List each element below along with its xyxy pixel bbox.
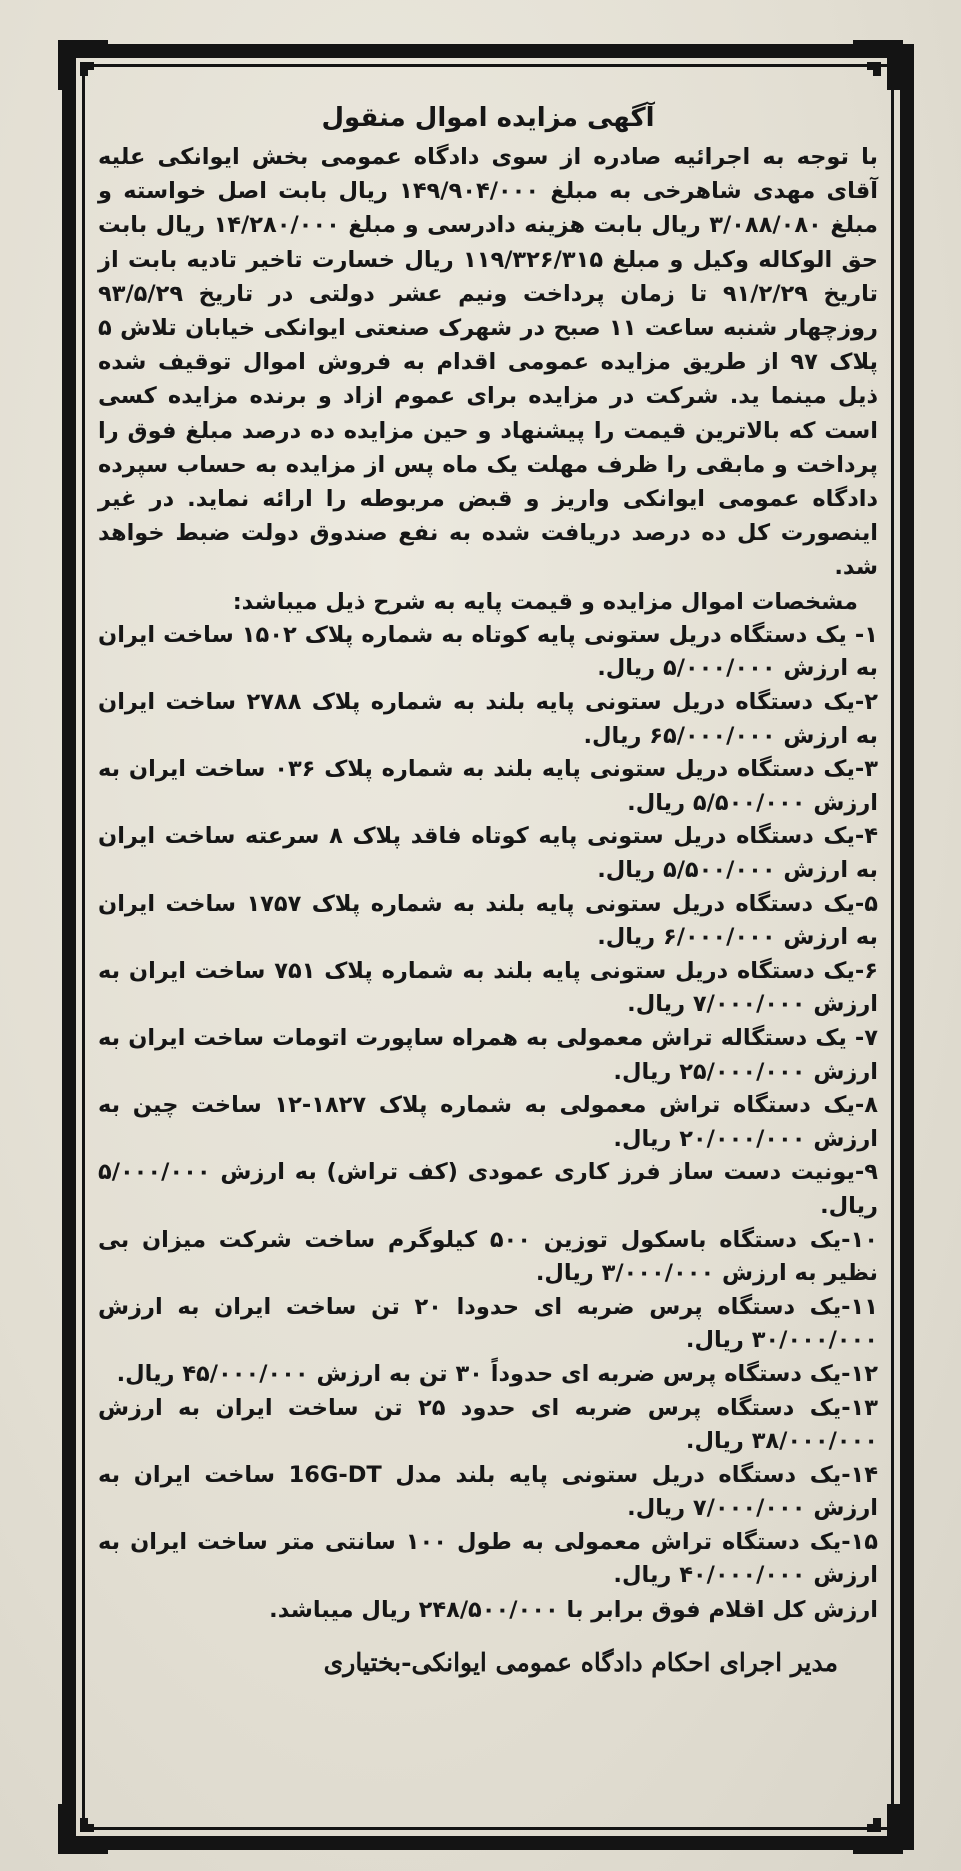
list-item: ۱۲-یک دستگاه پرس ضربه ای حدوداً ۳۰ تن به ارزش ۴۵/۰۰۰/۰۰۰ ریال. (116, 1360, 878, 1387)
signature-line: مدیر اجرای احکام دادگاه عمومی ایوانکی-بختیاری (323, 1648, 838, 1678)
corner-ornament-bottom-left (54, 1800, 112, 1858)
list-item: ۱- یک دستگاه دریل ستونی پایه کوتاه به شماره پلاک ۱۵۰۲ ساخت ایران به ارزش ۵/۰۰۰/۰۰۰ ریال. (98, 621, 878, 682)
list-item: ۲-یک دستگاه دریل ستونی پایه بلند به شماره پلاک ۲۷۸۸ ساخت ایران به ارزش ۶۵/۰۰۰/۰۰۰ ریال. (98, 689, 878, 749)
list-item: ۷- یک دستگاله تراش معمولی به همراه ساپورت اتومات ساخت ایران به ارزش ۲۵/۰۰۰/۰۰۰ ریال. (98, 1024, 878, 1085)
notice-title: آگهی مزایده اموال منقول (321, 103, 655, 133)
spec-intro: مشخصات اموال مزایده و قیمت پایه به شرح ذیل میباشد: (232, 588, 858, 615)
notice-content (98, 100, 878, 1681)
list-item: ۸-یک دستگاه تراش معمولی به شماره پلاک ۱۸۲۷-۱۲ ساخت چین به ارزش ۲۰/۰۰۰/۰۰۰ ریال. (98, 1092, 878, 1152)
corner-ornament-top-left (54, 36, 112, 94)
notice-body: با توجه به اجرائیه صادره از سوی دادگاه عمومی بخش ایوانکی علیه آقای مهدی شاهرخی به مبلغ ۱۴۹/۹۰۴/۰۰۰ ریال بابت اصل خواسته و مبلغ ۳/۰۸۸/۰۸۰ ریال بابت هزینه دادرسی و مبلغ ۱۴/۲۸۰/۰۰۰ ریال بابت حق الوکاله وکیل و مبلغ ۱۱۹/۳۲۶/۳۱۵ ریال خسارت تاخیر تادیه بابت از تاریخ ۹۱/۲/۲۹ تا زمان پرداخت ونیم عشر دولتی در تاریخ ۹۳/۵/۲۹ روزچهار شنبه ساعت ۱۱ صبح در شهرک صنعتی ایوانکی خیابان تلاش ۵ پلاک ۹۷ از طریق مزایده عمومی اقدام به فروش اموال توقیف شده ذیل مینما ید. شرکت در مزایده برای عموم ازاد و برنده مزایده کسی است که بالاترین قیمت را پیشنهاد و حین مزایده ده درصد مبلغ فوق را پرداخت و مابقی را ظرف مهلت یک ماه پس از مزایده به حساب سپرده دادگاه عمومی ایوانکی واریز و قبض مربوطه را ارائه نماید. در غیر اینصورت کل ده درصد دریافت شده به نفع صندوق دولت ضبط خواهد شد. (98, 144, 879, 581)
auction-items-list (98, 619, 878, 1593)
list-item: ۵-یک دستگاه دریل ستونی پایه بلند به شماره پلاک ۱۷۵۷ ساخت ایران به ارزش ۶/۰۰۰/۰۰۰ ریال. (98, 890, 878, 951)
list-item: ۱۴-یک دستگاه دریل ستونی پایه بلند مدل 16G-DT ساخت ایران به ارزش ۷/۰۰۰/۰۰۰ ریال. (98, 1461, 879, 1522)
list-item: ۱۱-یک دستگاه پرس ضربه ای حدودا ۲۰ تن ساخت ایران به ارزش ۳۰/۰۰۰/۰۰۰ ریال. (98, 1293, 878, 1354)
list-item: ۱۰-یک دستگاه باسکول توزین ۵۰۰ کیلوگرم ساخت شرکت میزان بی نظیر به ارزش ۳/۰۰۰/۰۰۰ ریال. (98, 1226, 878, 1287)
corner-ornament-bottom-right (849, 1800, 907, 1858)
list-item: ۱۳-یک دستگاه پرس ضربه ای حدود ۲۵ تن ساخت ایران به ارزش ۳۸/۰۰۰/۰۰۰ ریال. (98, 1394, 878, 1455)
list-item: ۱۵-یک دستگاه تراش معمولی به طول ۱۰۰ سانتی متر ساخت ایران به ارزش ۴۰/۰۰۰/۰۰۰ ریال. (98, 1528, 878, 1589)
corner-ornament-top-right (849, 36, 907, 94)
list-item: ۶-یک دستگاه دریل ستونی پایه بلند به شماره پلاک ۷۵۱ ساخت ایران به ارزش ۷/۰۰۰/۰۰۰ ریال. (98, 957, 878, 1018)
total-value: ارزش کل اقلام فوق برابر با ۲۴۸/۵۰۰/۰۰۰ ریال میباشد. (269, 1597, 878, 1624)
list-item: ۹-یونیت دست ساز فرز کاری عمودی (کف تراش) به ارزش ۵/۰۰۰/۰۰۰ ریال. (98, 1159, 878, 1219)
list-item: ۴-یک دستگاه دریل ستونی پایه کوتاه فاقد پلاک ۸ سرعته ساخت ایران به ارزش ۵/۵۰۰/۰۰۰ ریال. (98, 823, 878, 883)
list-item: ۳-یک دستگاه دریل ستونی پایه بلند به شماره پلاک ۰۳۶ ساخت ایران به ارزش ۵/۵۰۰/۰۰۰ ریال. (98, 756, 878, 816)
